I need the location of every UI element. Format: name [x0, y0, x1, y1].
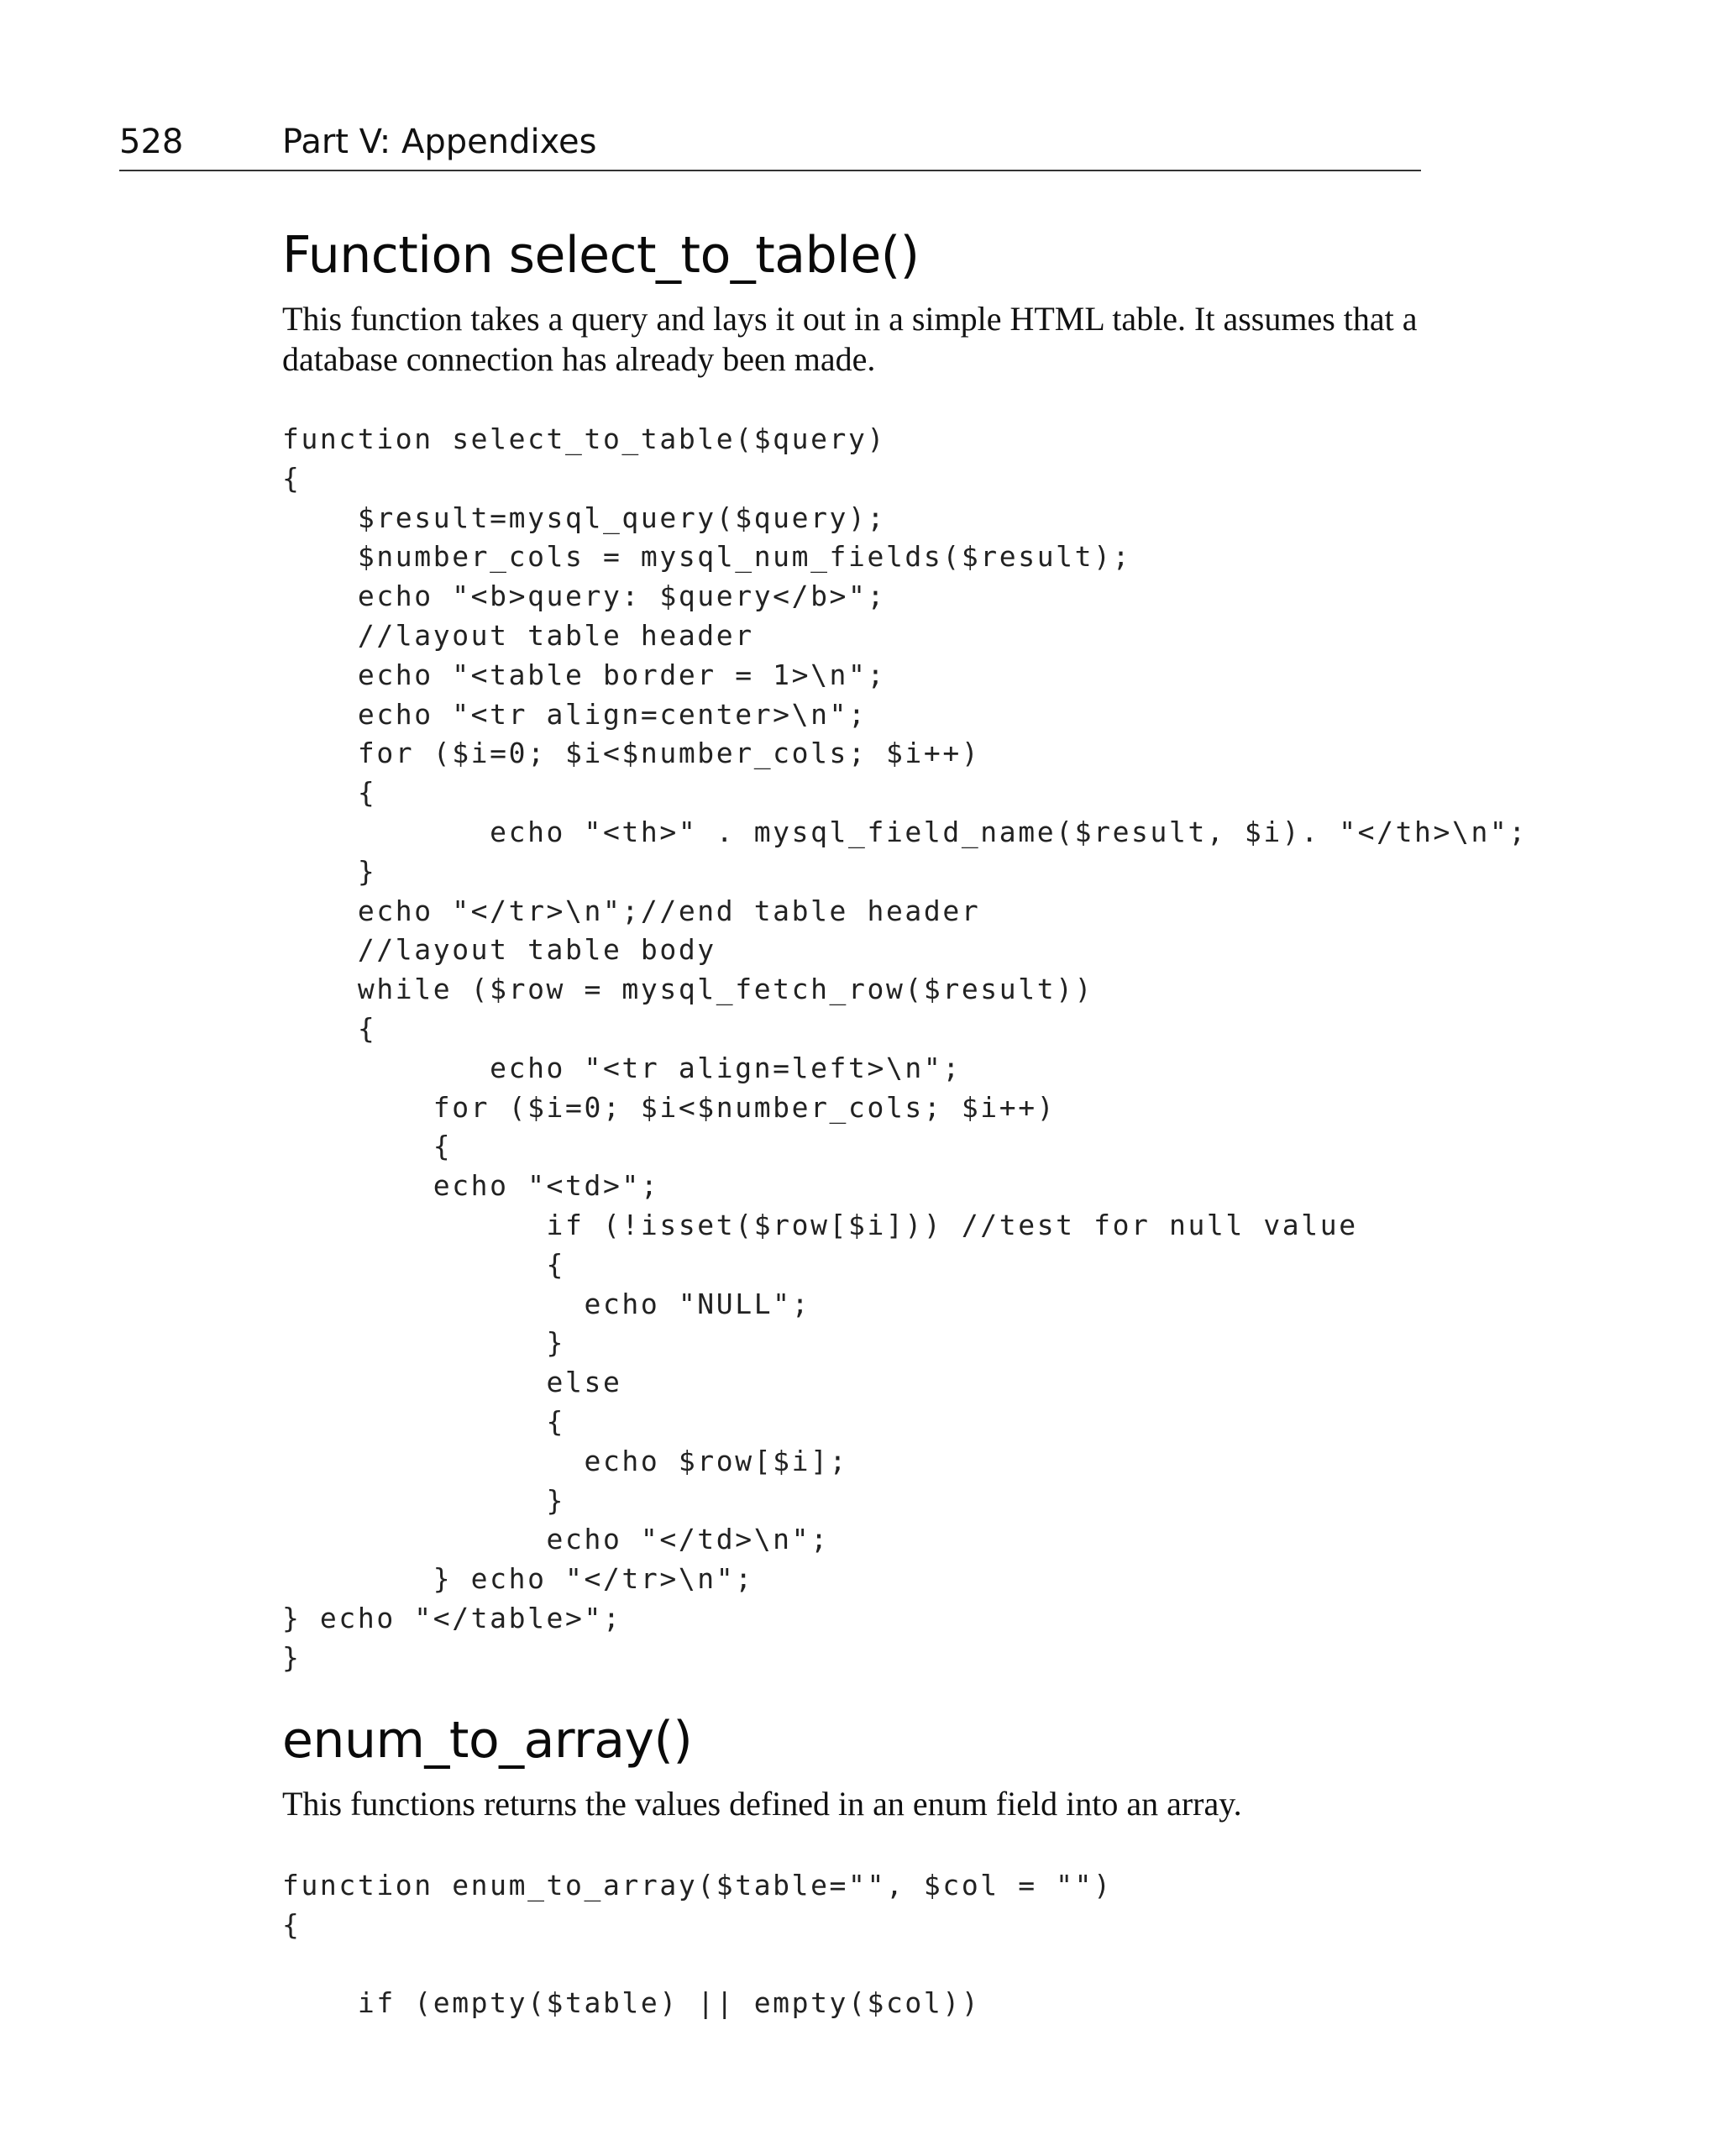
code-line: echo "<td>";: [282, 1169, 660, 1203]
code-line: {: [282, 1404, 566, 1438]
code-line: }: [282, 854, 377, 888]
code-line: [282, 1945, 1113, 1985]
code-line: function enum_to_array($table="", $col = ""): [282, 1869, 1113, 1902]
code-line: for ($i=0; $i<$number_cols; $i++): [282, 737, 981, 770]
code-line: }: [282, 1326, 566, 1360]
code-line: while ($row = mysql_fetch_row($result)): [282, 973, 1094, 1006]
code-line: echo "<table border = 1>\n";: [282, 658, 886, 691]
code-line: echo "</tr>\n";//end table header: [282, 894, 981, 927]
code-line: {: [282, 1130, 453, 1163]
code-line: //layout table body: [282, 933, 716, 967]
code-line: echo "<tr align=left>\n";: [282, 1051, 962, 1084]
code-line: }: [282, 1640, 302, 1674]
code-line: if (!isset($row[$i])) //test for null value: [282, 1208, 1358, 1241]
code-line: {: [282, 776, 377, 810]
running-head: Part V: Appendixes: [282, 123, 597, 161]
section-title-select-to-table: Function select_to_table(): [282, 226, 920, 285]
code-line: echo "<b>query: $query</b>";: [282, 580, 886, 613]
code-line: }: [282, 1483, 566, 1517]
code-line: echo "<th>" . mysql_field_name($result, $i). "</th>\n";: [282, 815, 1528, 848]
code-line: {: [282, 1247, 566, 1281]
code-line: {: [282, 1011, 377, 1045]
code-line: $result=mysql_query($query);: [282, 501, 886, 534]
code-line: } echo "</table>";: [282, 1601, 622, 1634]
section-intro-enum-to-array: This functions returns the values defined in an enum field into an array.: [282, 1785, 1242, 1823]
section-intro-select-to-table: This function takes a query and lays it out in a simple HTML table. It assumes that a database connection has already been made.: [282, 300, 1418, 378]
code-line: {: [282, 1907, 302, 1941]
code-line: //layout table header: [282, 618, 754, 652]
code-listing-enum-to-array: [282, 1866, 1113, 2023]
code-line: $number_cols = mysql_num_fields($result);: [282, 540, 1132, 574]
code-line: } echo "</tr>\n";: [282, 1562, 754, 1596]
code-line: if (empty($table) || empty($col)): [282, 1986, 981, 2020]
code-line: for ($i=0; $i<$number_cols; $i++): [282, 1090, 1057, 1124]
page-number: 528: [119, 123, 184, 161]
code-line: {: [282, 461, 302, 495]
section-title-enum-to-array: enum_to_array(): [282, 1711, 693, 1770]
code-line: echo $row[$i];: [282, 1444, 849, 1477]
page-header: [119, 118, 1421, 171]
code-listing-select-to-table: [282, 420, 1528, 1678]
code-line: else: [282, 1366, 622, 1399]
code-line: echo "</td>\n";: [282, 1523, 830, 1556]
code-line: function select_to_table($query): [282, 422, 886, 455]
code-line: echo "NULL";: [282, 1287, 811, 1320]
code-line: echo "<tr align=center>\n";: [282, 697, 868, 731]
